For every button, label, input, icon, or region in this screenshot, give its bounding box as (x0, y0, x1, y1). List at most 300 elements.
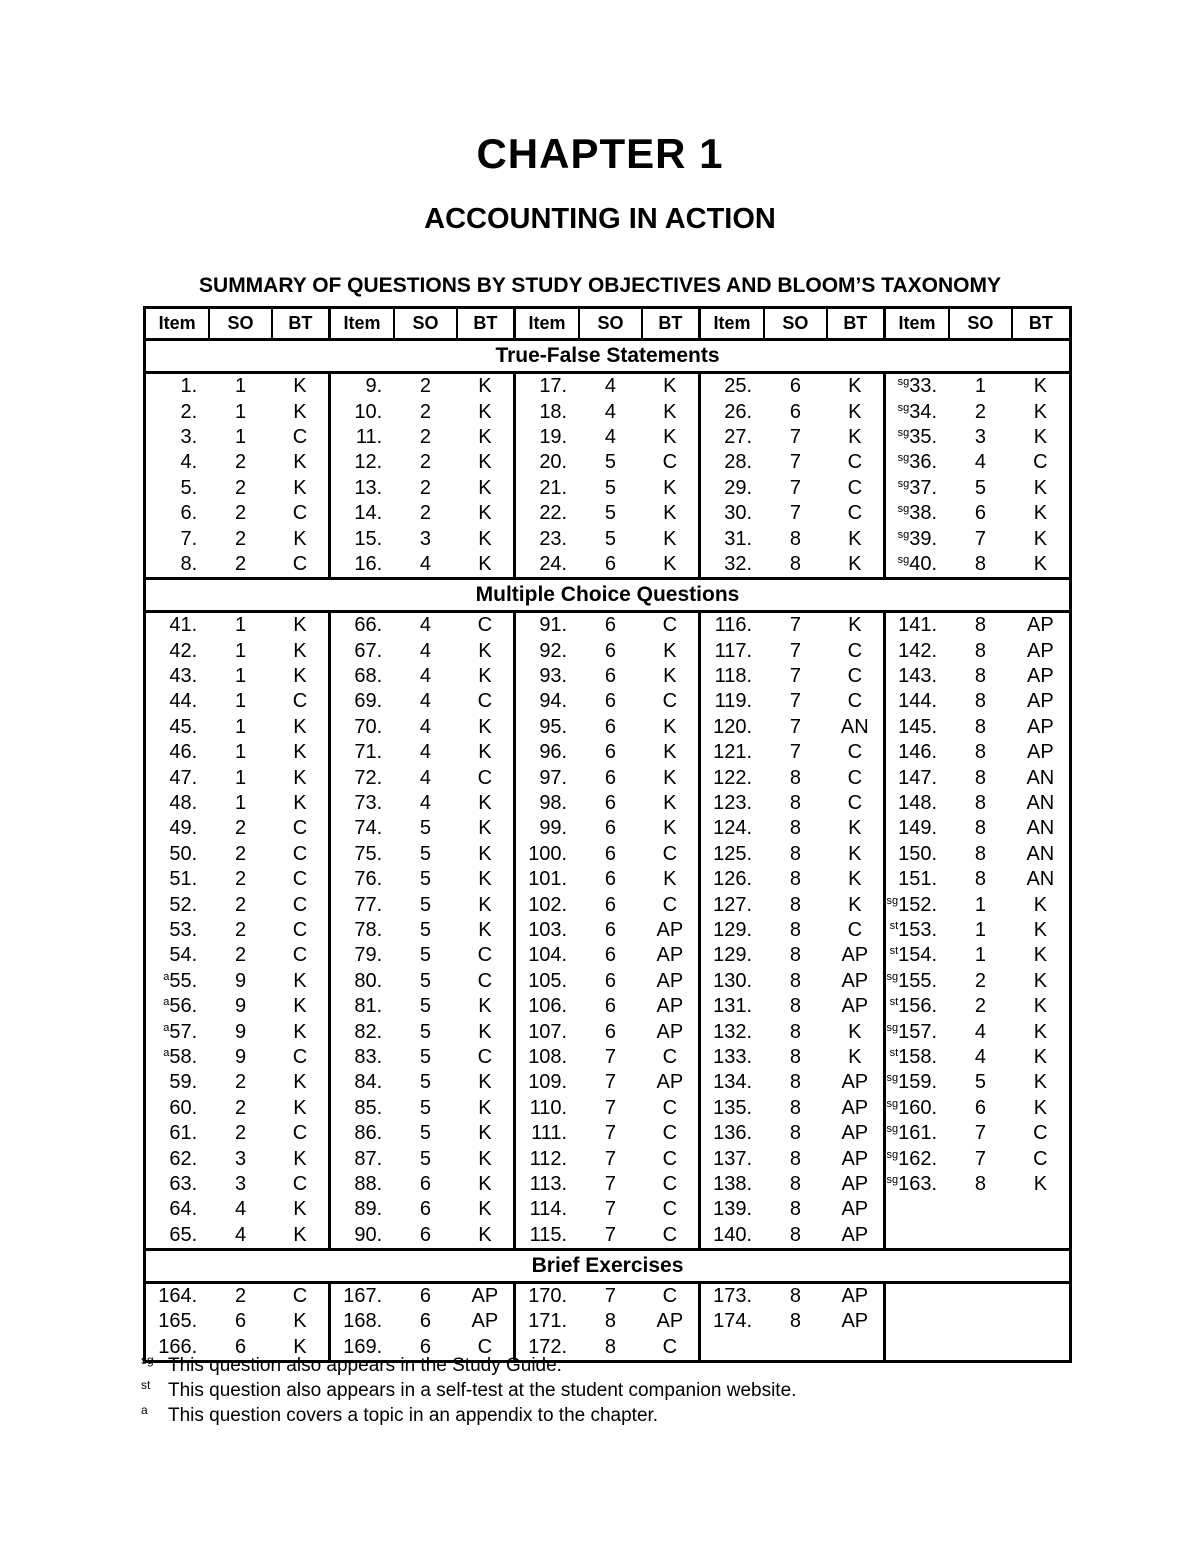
item-cell (514, 943, 579, 968)
item-cell (514, 1146, 579, 1171)
so-cell: 6 (419, 1223, 432, 1246)
item-number: 1. (180, 375, 198, 398)
so-cell: 2 (234, 817, 247, 840)
table-row (145, 501, 1071, 526)
so-cell: 6 (974, 502, 986, 525)
item-cell (699, 715, 764, 740)
bt-cell: K (663, 552, 677, 575)
bt-cell: K (293, 1198, 307, 1221)
so-cell: 7 (789, 614, 801, 637)
so-cell: 8 (789, 995, 801, 1018)
bt-cell: AP (1027, 665, 1054, 688)
item-number: 108. (528, 1045, 568, 1068)
item-marker: sg (886, 1097, 899, 1110)
so-cell: 2 (234, 502, 247, 525)
so-cell: 6 (604, 817, 617, 840)
header-item: Item (699, 308, 764, 340)
item-number: 94. (539, 690, 568, 713)
item-cell (884, 943, 949, 968)
bt-cell: C (292, 502, 308, 525)
item-number: 157. (898, 1020, 938, 1043)
bt-cell: AP (841, 1096, 869, 1119)
bt-cell: C (292, 1172, 308, 1195)
item-cell (884, 867, 949, 892)
item-number: 153. (898, 919, 938, 941)
item-cell (145, 612, 210, 639)
item-number: 47. (169, 766, 198, 789)
item-number: 15. (354, 527, 383, 550)
bt-cell: C (292, 842, 308, 865)
bt-cell: AP (656, 944, 684, 967)
item-number: 78. (354, 919, 383, 941)
so-cell: 5 (419, 1020, 432, 1043)
so-cell: 8 (974, 1172, 986, 1195)
so-cell: 1 (234, 614, 247, 637)
item-cell (145, 552, 210, 579)
so-cell: 8 (604, 1335, 617, 1358)
item-cell (884, 740, 949, 765)
item-cell (884, 664, 949, 689)
item-marker: sg (897, 376, 910, 389)
bt-cell: K (848, 1045, 862, 1068)
header-item: Item (329, 308, 394, 340)
so-cell: 6 (419, 1285, 432, 1308)
so-cell: 7 (789, 715, 801, 738)
so-cell: 5 (419, 995, 432, 1018)
so-cell: 1 (974, 893, 986, 916)
item-cell (699, 552, 764, 579)
item-cell (145, 740, 210, 765)
item-cell (329, 526, 394, 551)
item-number: 57. (169, 1020, 198, 1043)
item-cell (145, 867, 210, 892)
bt-cell: C (292, 1045, 308, 1068)
section-header-row (145, 1249, 1071, 1282)
item-number: 122. (713, 766, 753, 789)
bt-cell: C (662, 1335, 678, 1358)
item-number: 10. (354, 400, 383, 423)
bt-cell: AP (1027, 715, 1054, 738)
bt-cell: C (662, 451, 678, 474)
bt-cell: C (662, 1045, 678, 1068)
item-cell (884, 450, 949, 475)
section-header-row (145, 340, 1071, 373)
so-cell: 8 (789, 893, 801, 916)
bt-cell: C (662, 1285, 678, 1308)
bt-cell: AN (1026, 842, 1055, 865)
bt-cell: C (662, 1172, 678, 1195)
item-number: 139. (713, 1198, 753, 1221)
bt-cell: AP (841, 1147, 869, 1170)
item-number: 98. (539, 792, 568, 815)
item-cell (329, 969, 394, 994)
bt-cell: K (663, 792, 677, 815)
item-number: 54. (169, 944, 198, 967)
item-cell (514, 816, 579, 841)
item-number: 141. (898, 614, 938, 637)
table-row (145, 969, 1071, 994)
so-cell: 4 (604, 400, 617, 423)
bt-cell: K (293, 1223, 307, 1246)
item-cell (145, 765, 210, 790)
so-cell: 4 (604, 375, 617, 398)
item-cell (699, 1223, 764, 1250)
item-cell (699, 1146, 764, 1171)
item-cell (329, 715, 394, 740)
so-cell: 6 (604, 639, 617, 662)
bt-cell: K (478, 1020, 492, 1043)
item-cell (514, 715, 579, 740)
table-row (145, 476, 1071, 501)
so-cell: 4 (419, 792, 432, 815)
item-cell (145, 476, 210, 501)
bt-cell: C (847, 741, 863, 764)
item-cell (699, 612, 764, 639)
bt-cell: K (1033, 400, 1048, 423)
item-cell (699, 842, 764, 867)
so-cell: 5 (419, 969, 432, 992)
bt-cell: K (478, 552, 492, 575)
bt-cell: K (293, 1071, 307, 1094)
bt-cell: K (293, 639, 307, 662)
bt-cell: AP (841, 1285, 869, 1308)
table-row (145, 867, 1071, 892)
item-number: 37. (909, 476, 938, 499)
item-cell (884, 842, 949, 867)
item-number: 101. (528, 868, 568, 891)
item-number: 55. (169, 969, 198, 992)
item-number: 107. (528, 1020, 568, 1043)
item-number: 87. (354, 1147, 383, 1170)
item-cell (884, 1070, 949, 1095)
item-cell (145, 791, 210, 816)
so-cell: 7 (789, 425, 801, 448)
bt-cell: K (293, 527, 307, 550)
item-cell (145, 1019, 210, 1044)
empty-cell (884, 1223, 1070, 1250)
item-number: 174. (713, 1310, 753, 1333)
so-cell: 6 (604, 766, 617, 789)
table-row (145, 740, 1071, 765)
bt-cell: AP (1027, 614, 1054, 637)
table-row (145, 715, 1071, 740)
so-cell: 3 (234, 1172, 247, 1195)
item-cell (884, 526, 949, 551)
so-cell: 2 (419, 476, 432, 499)
item-cell (329, 1045, 394, 1070)
item-number: 68. (354, 665, 383, 688)
so-cell: 1 (974, 375, 986, 398)
item-cell (514, 612, 579, 639)
item-number: 48. (169, 792, 198, 815)
header-so: SO (394, 308, 457, 340)
item-number: 148. (898, 792, 938, 815)
item-cell (329, 994, 394, 1019)
so-cell: 5 (419, 944, 432, 967)
item-number: 19. (539, 425, 568, 448)
bt-cell: C (292, 425, 308, 448)
bt-cell: K (478, 817, 492, 840)
item-cell (514, 476, 579, 501)
item-number: 13. (354, 476, 383, 499)
bt-cell: C (847, 639, 863, 662)
so-cell: 2 (234, 842, 247, 865)
so-cell: 2 (419, 375, 432, 398)
item-number: 142. (898, 639, 938, 662)
so-cell: 8 (789, 969, 801, 992)
item-number: 173. (713, 1285, 753, 1308)
item-number: 84. (354, 1071, 383, 1094)
item-cell (329, 1146, 394, 1171)
item-number: 82. (354, 1020, 383, 1043)
item-cell (145, 1070, 210, 1095)
item-number: 2. (180, 400, 198, 423)
bt-cell: K (663, 817, 677, 840)
bt-cell: K (848, 868, 862, 891)
item-cell (884, 399, 949, 424)
item-number: 66. (354, 614, 383, 637)
table-row (145, 1223, 1071, 1250)
item-cell (514, 1172, 579, 1197)
bt-cell: K (293, 1020, 307, 1043)
so-cell: 9 (234, 1020, 247, 1043)
so-cell: 1 (974, 919, 986, 941)
bt-cell: C (847, 792, 863, 815)
item-cell (699, 1309, 764, 1334)
item-number: 20. (539, 451, 568, 474)
bt-cell: K (478, 400, 492, 423)
bt-cell: K (293, 665, 307, 688)
so-cell: 6 (604, 690, 617, 713)
bt-cell: C (662, 1223, 678, 1246)
item-cell (145, 1045, 210, 1070)
bt-cell: C (1033, 1122, 1048, 1145)
item-marker: sg (886, 970, 899, 983)
so-cell: 8 (789, 1172, 801, 1195)
item-number: 145. (898, 715, 938, 738)
so-cell: 2 (234, 476, 247, 499)
so-cell: 8 (789, 1223, 801, 1246)
item-cell (699, 1121, 764, 1146)
item-cell (699, 1197, 764, 1222)
item-number: 35. (909, 425, 938, 448)
item-number: 44. (169, 690, 198, 713)
item-cell (514, 791, 579, 816)
table-row (145, 1121, 1071, 1146)
so-cell: 6 (234, 1310, 247, 1333)
bt-cell: C (292, 1285, 308, 1308)
so-cell: 8 (974, 766, 986, 789)
item-number: 88. (354, 1172, 383, 1195)
item-number: 22. (539, 502, 568, 525)
so-cell: 4 (419, 614, 432, 637)
so-cell: 2 (419, 400, 432, 423)
so-cell: 2 (234, 1122, 247, 1145)
so-cell: 6 (604, 614, 617, 637)
bt-cell: K (663, 766, 677, 789)
bt-cell: K (478, 502, 492, 525)
so-cell: 2 (974, 400, 986, 423)
item-marker: sg (886, 1123, 899, 1136)
item-number: 143. (898, 665, 938, 688)
item-cell (514, 1096, 579, 1121)
table-row (145, 450, 1071, 475)
item-marker: sg (897, 528, 910, 541)
so-cell: 5 (419, 1071, 432, 1094)
so-cell: 8 (974, 665, 986, 688)
so-cell: 7 (789, 741, 801, 764)
bt-cell: AP (1027, 690, 1054, 713)
item-number: 158. (898, 1045, 938, 1068)
bt-cell: K (1033, 1096, 1048, 1119)
item-cell (699, 1019, 764, 1044)
bt-cell: K (1033, 375, 1048, 398)
item-number: 129. (713, 919, 753, 941)
item-number: 29. (724, 476, 753, 499)
item-cell (514, 639, 579, 664)
item-marker: sg (886, 1072, 899, 1085)
item-cell (884, 969, 949, 994)
so-cell: 5 (604, 527, 617, 550)
so-cell: 8 (974, 868, 986, 891)
item-number: 134. (713, 1071, 753, 1094)
bt-cell: K (478, 741, 492, 764)
bt-cell: K (293, 1335, 307, 1358)
item-number: 51. (169, 868, 198, 891)
bt-cell: K (293, 715, 307, 738)
item-cell (514, 501, 579, 526)
item-number: 171. (528, 1310, 568, 1333)
item-cell (514, 1045, 579, 1070)
bt-cell: AP (841, 1223, 869, 1246)
item-number: 166. (158, 1335, 198, 1358)
item-number: 72. (354, 766, 383, 789)
item-number: 85. (354, 1096, 383, 1119)
bt-cell: K (293, 400, 307, 423)
table-row (145, 892, 1071, 917)
bt-cell: K (1033, 1045, 1048, 1068)
item-number: 24. (539, 552, 568, 575)
bt-cell: K (293, 1310, 307, 1333)
bt-cell: AP (656, 1020, 684, 1043)
bt-cell: AP (841, 1310, 869, 1333)
so-cell: 6 (419, 1310, 432, 1333)
bt-cell: K (293, 451, 307, 474)
item-number: 25. (724, 375, 753, 398)
bt-cell: K (663, 868, 677, 891)
bt-cell: K (478, 527, 492, 550)
item-cell (514, 918, 579, 943)
item-number: 144. (898, 690, 938, 713)
item-cell (514, 399, 579, 424)
item-cell (145, 450, 210, 475)
item-number: 23. (539, 527, 568, 550)
so-cell: 8 (789, 1096, 801, 1119)
so-cell: 6 (604, 969, 617, 992)
item-cell (699, 994, 764, 1019)
item-cell (699, 1045, 764, 1070)
table-body (145, 340, 1071, 1362)
bt-cell: K (848, 527, 862, 550)
bt-cell: C (662, 614, 678, 637)
item-cell (145, 918, 210, 943)
item-cell (145, 816, 210, 841)
bt-cell: AP (841, 969, 869, 992)
table-row (145, 399, 1071, 424)
so-cell: 9 (234, 1045, 247, 1068)
item-cell (329, 1172, 394, 1197)
so-cell: 8 (974, 792, 986, 815)
so-cell: 8 (789, 552, 801, 575)
so-cell: 1 (234, 792, 247, 815)
item-number: 167. (343, 1285, 383, 1308)
item-number: 83. (354, 1045, 383, 1068)
item-cell (145, 1146, 210, 1171)
item-cell (514, 1197, 579, 1222)
bt-cell: K (848, 842, 862, 865)
table-row (145, 1172, 1071, 1197)
item-marker: sg (886, 1148, 899, 1161)
so-cell: 6 (419, 1198, 432, 1221)
bt-cell: K (663, 425, 677, 448)
so-cell: 7 (789, 476, 801, 499)
so-cell: 7 (604, 1198, 617, 1221)
item-marker: sg (897, 553, 910, 566)
bt-cell: K (478, 425, 492, 448)
item-number: 149. (898, 817, 938, 840)
item-cell (514, 1070, 579, 1095)
item-cell (699, 399, 764, 424)
so-cell: 3 (974, 425, 986, 448)
item-number: 50. (169, 842, 198, 865)
item-cell (699, 373, 764, 400)
item-cell (514, 689, 579, 714)
item-cell (145, 526, 210, 551)
footnote-sg: $^{sg}$ This question also appears in the Study Guide. (141, 1353, 562, 1376)
item-number: 12. (354, 451, 383, 474)
item-number: 46. (169, 741, 198, 764)
item-number: 161. (898, 1122, 938, 1145)
item-number: 152. (898, 893, 938, 916)
bt-cell: AN (840, 715, 869, 738)
item-number: 147. (898, 766, 938, 789)
so-cell: 1 (234, 690, 247, 713)
item-number: 32. (724, 552, 753, 575)
so-cell: 4 (419, 690, 432, 713)
so-cell: 7 (789, 451, 801, 474)
bt-cell: K (478, 1122, 492, 1145)
item-cell (699, 765, 764, 790)
item-cell (329, 501, 394, 526)
footnote-text: This question also appears in a self-test at the student companion website. (168, 1380, 797, 1401)
item-number: 126. (713, 868, 753, 891)
table-row (145, 1096, 1071, 1121)
so-cell: 7 (789, 502, 801, 525)
item-cell (145, 639, 210, 664)
item-cell (145, 501, 210, 526)
empty-cell (884, 1282, 1070, 1309)
bt-cell: K (478, 1071, 492, 1094)
item-number: 8. (180, 552, 198, 575)
so-cell: 6 (604, 665, 617, 688)
table-row (145, 943, 1071, 968)
item-number: 137. (713, 1147, 753, 1170)
item-cell (514, 450, 579, 475)
item-cell (884, 1121, 949, 1146)
item-number: 140. (713, 1223, 753, 1246)
so-cell: 8 (789, 792, 801, 815)
header-bt: BT (457, 308, 515, 340)
